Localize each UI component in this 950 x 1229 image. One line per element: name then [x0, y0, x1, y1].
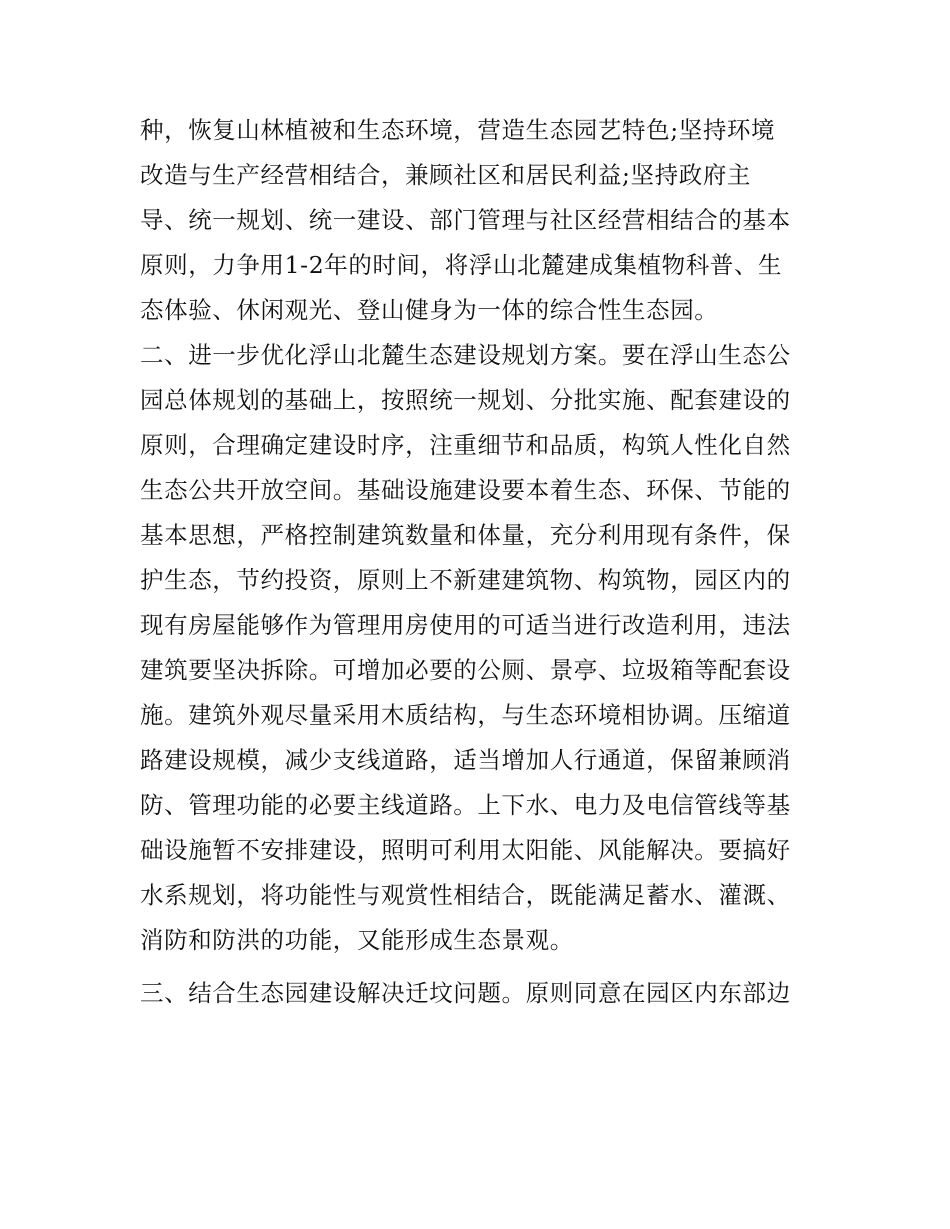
- text-line: 基本思想，严格控制建筑数量和体量，充分利用现有条件，保: [140, 521, 791, 549]
- text-line: 态体验、休闲观光、登山健身为一体的综合性生态园。: [140, 296, 719, 324]
- text-line: 二、进一步优化浮山北麓生态建设规划方案。要在浮山生态公: [140, 341, 791, 369]
- text-line: 导、统一规划、统一建设、部门管理与社区经营相结合的基本: [140, 206, 791, 234]
- text-line: 原则，力争用1-2年的时间，将浮山北麓建成集植物科普、生: [140, 251, 783, 279]
- text-line: 园总体规划的基础上，按照统一规划、分批实施、配套建设的: [140, 386, 791, 414]
- text-line: 施。建筑外观尽量采用木质结构，与生态环境相协调。压缩道: [140, 701, 791, 729]
- text-line: 护生态，节约投资，原则上不新建建筑物、构筑物，园区内的: [140, 566, 791, 594]
- paragraph-2: [140, 333, 840, 963]
- text-line: 原则，合理确定建设时序，注重细节和品质，构筑人性化自然: [140, 431, 791, 459]
- text-line: 水系规划，将功能性与观赏性相结合，既能满足蓄水、灌溉、: [140, 881, 791, 909]
- text-line: 消防和防洪的功能，又能形成生态景观。: [140, 926, 574, 954]
- text-line: 础设施暂不安排建设，照明可利用太阳能、风能解决。要搞好: [140, 836, 791, 864]
- text-line: 现有房屋能够作为管理用房使用的可适当进行改造利用，违法: [140, 611, 791, 639]
- text-line: 种，恢复山林植被和生态环境，营造生态园艺特色;坚持环境: [140, 116, 776, 144]
- text-line: 路建设规模，减少支线道路，适当增加人行通道，保留兼顾消: [140, 746, 791, 774]
- text-line: 生态公共开放空间。基础设施建设要本着生态、环保、节能的: [140, 476, 791, 504]
- text-line: 改造与生产经营相结合，兼顾社区和居民利益;坚持政府主: [140, 161, 752, 189]
- text-line: 建筑要坚决拆除。可增加必要的公厕、景亭、垃圾箱等配套设: [140, 656, 791, 684]
- text-line: 三、结合生态园建设解决迁坟问题。原则同意在园区内东部边: [140, 979, 791, 1007]
- paragraph-3: [140, 971, 840, 1016]
- document-body: [140, 108, 840, 1016]
- paragraph-spacing: [140, 963, 840, 971]
- paragraph-1: [140, 108, 840, 333]
- text-line: 防、管理功能的必要主线道路。上下水、电力及电信管线等基: [140, 791, 791, 819]
